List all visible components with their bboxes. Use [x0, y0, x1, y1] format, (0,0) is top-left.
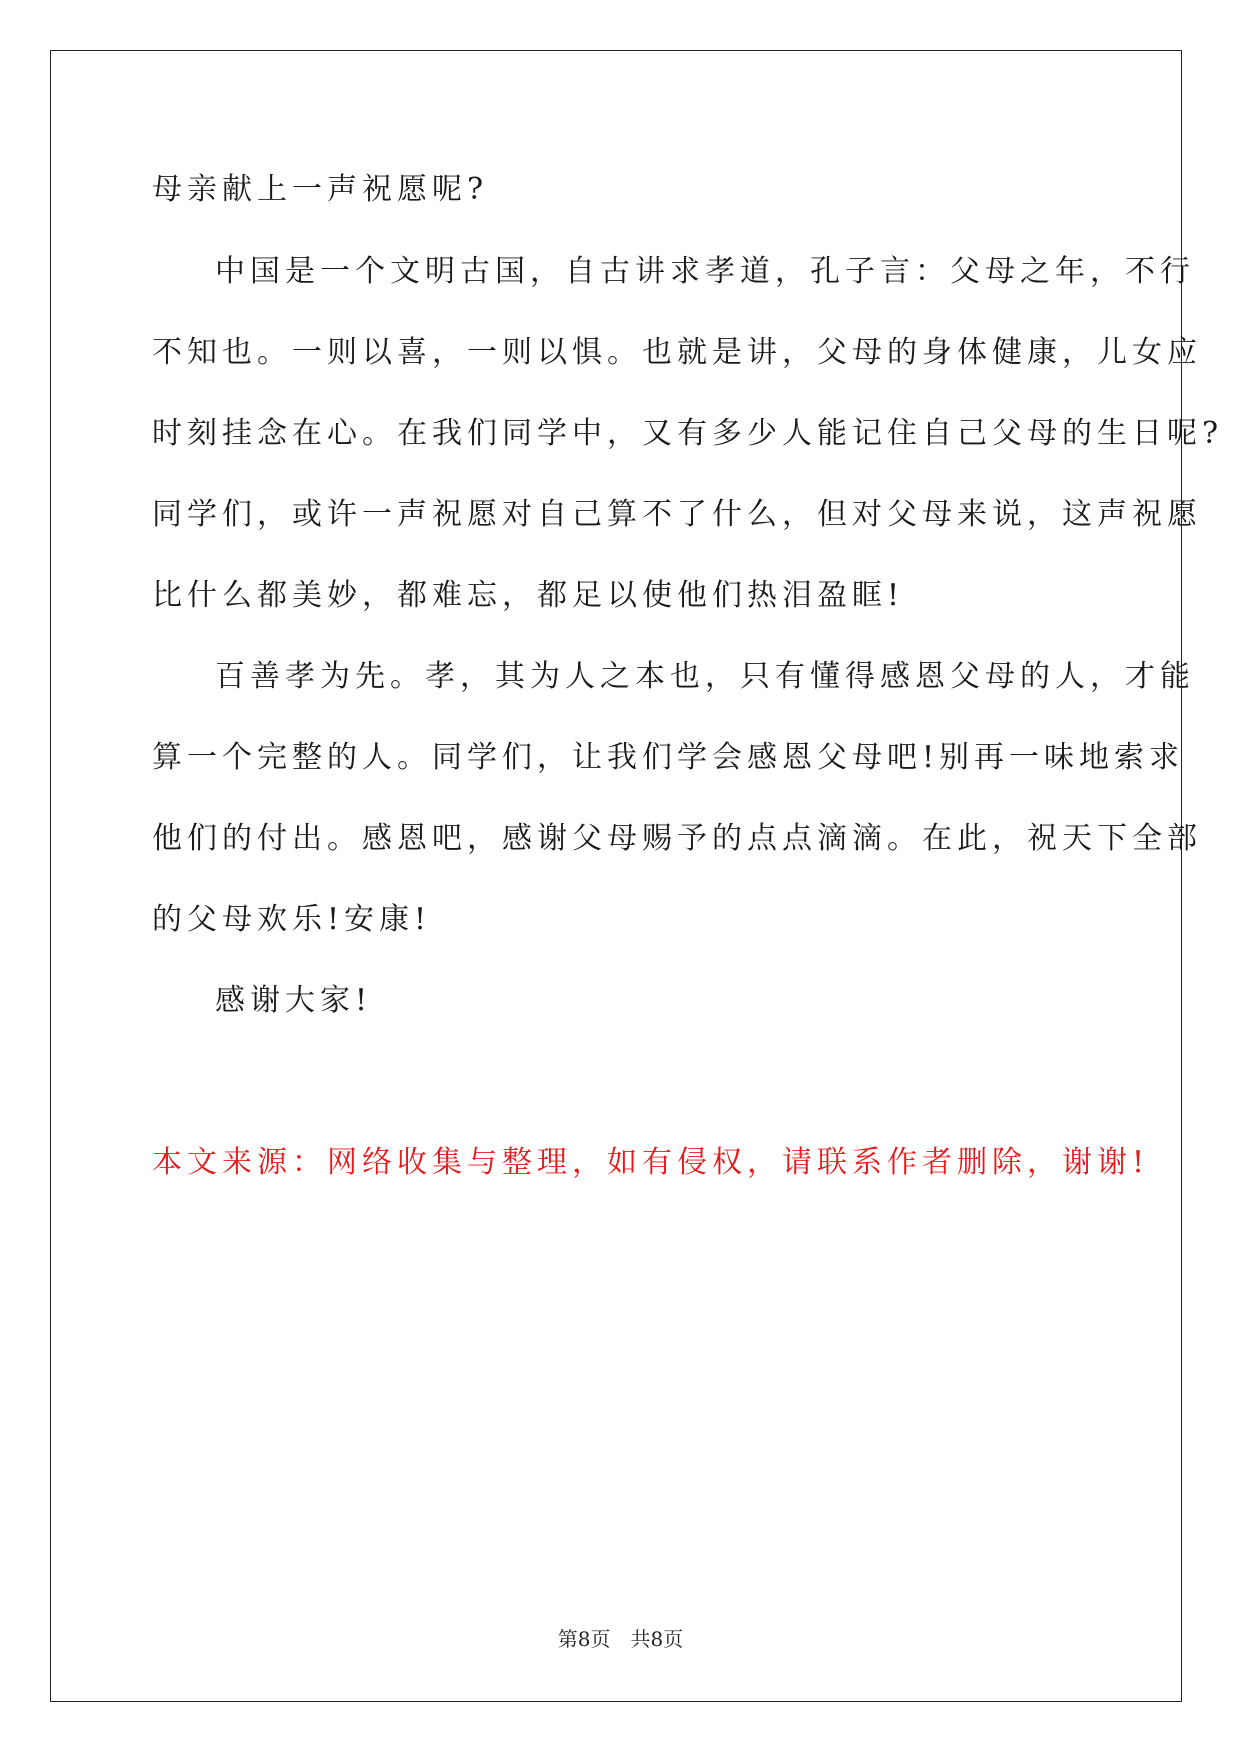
text-line-5: 同学们，或许一声祝愿对自己算不了什么，但对父母来说，这声祝愿: [152, 497, 1202, 532]
text-line-6: 比什么都美妙，都难忘，都足以使他们热泪盈眶!: [152, 578, 905, 613]
page-number-current: 第8页: [557, 1627, 611, 1651]
source-notice: 本文来源：网络收集与整理，如有侵权，请联系作者删除，谢谢!: [152, 1145, 1150, 1180]
text-line-7: 百善孝为先。孝，其为人之本也，只有懂得感恩父母的人，才能: [215, 659, 1195, 694]
page-number-total: 共8页: [630, 1627, 684, 1651]
text-line-8: 算一个完整的人。同学们，让我们学会感恩父母吧!别再一味地索求: [152, 740, 1185, 775]
text-line-2: 中国是一个文明古国，自古讲求孝道，孔子言：父母之年，不行: [215, 254, 1195, 289]
text-line-10: 的父母欢乐!安康!: [152, 902, 432, 937]
text-line-3: 不知也。一则以喜，一则以惧。也就是讲，父母的身体健康，儿女应: [152, 335, 1202, 370]
text-line-11: 感谢大家!: [215, 983, 373, 1018]
text-line-4: 时刻挂念在心。在我们同学中，又有多少人能记住自己父母的生日呢?: [152, 416, 1224, 451]
text-line-1: 母亲献上一声祝愿呢?: [152, 172, 489, 207]
page-border: [50, 50, 1185, 1702]
page-footer: [0, 1626, 1241, 1652]
text-line-9: 他们的付出。感恩吧，感谢父母赐予的点点滴滴。在此，祝天下全部: [152, 821, 1202, 856]
